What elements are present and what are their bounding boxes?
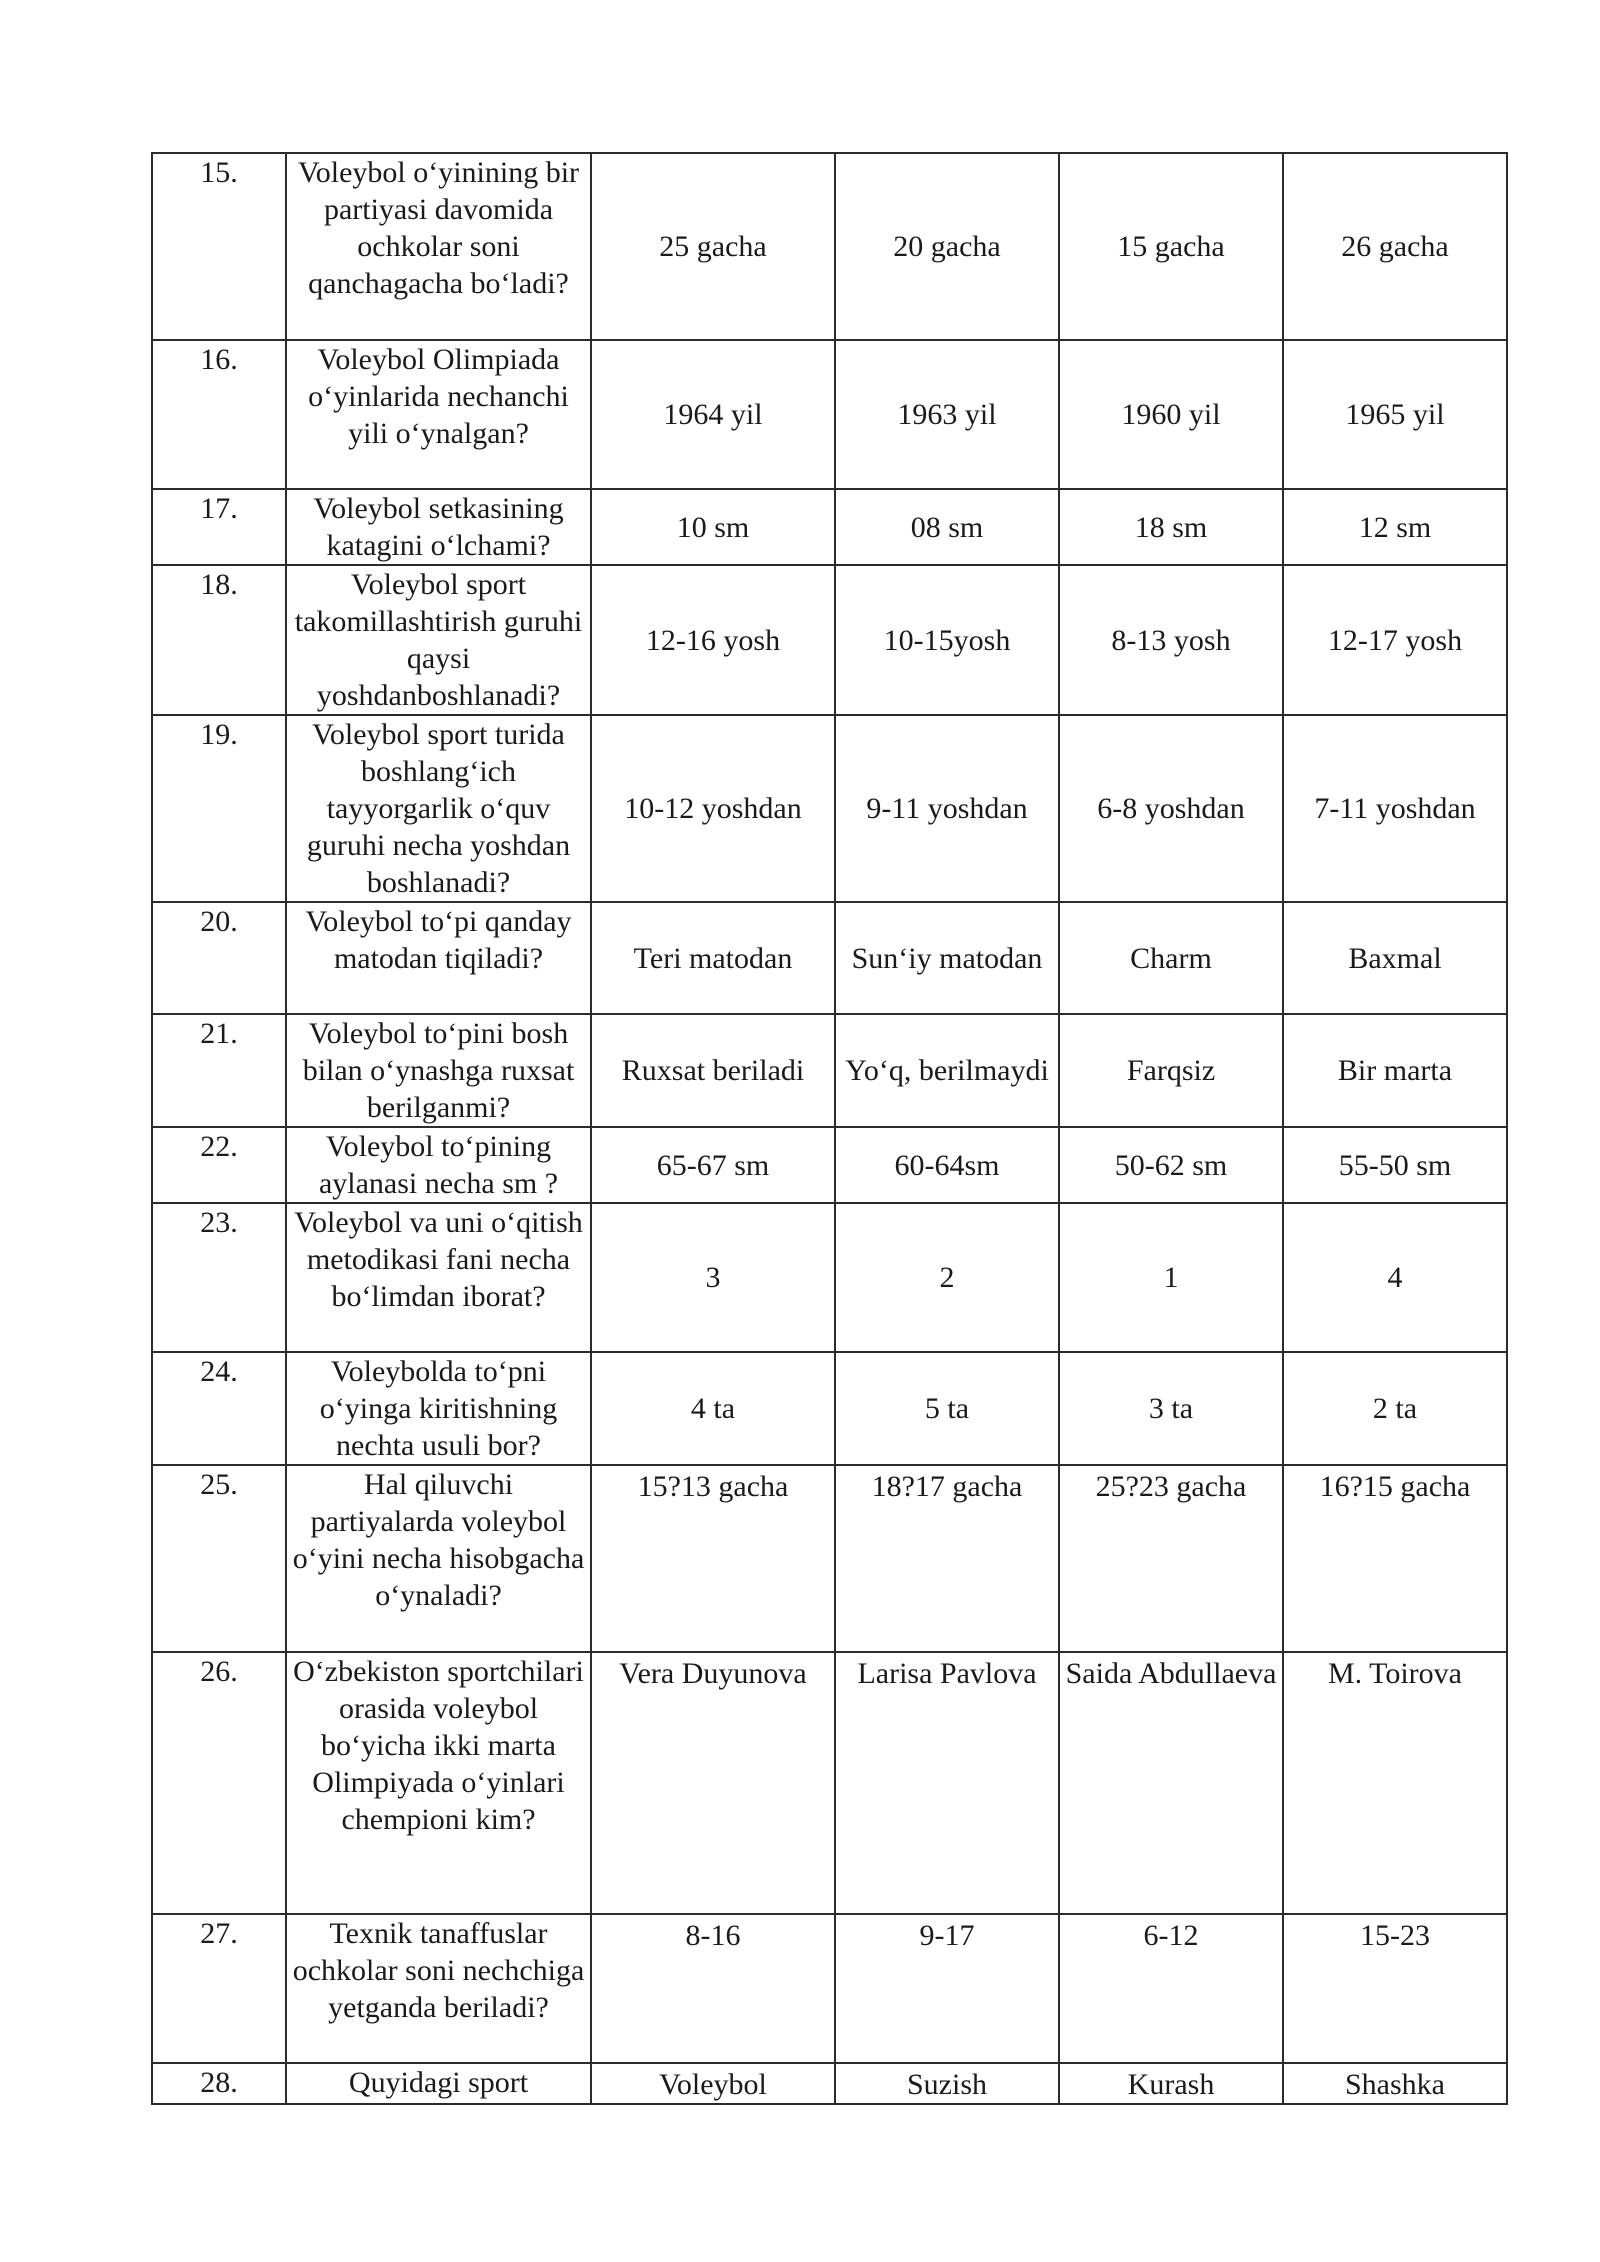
answer-option-4: 1965 yil [1283,340,1507,489]
answer-option-3: Kurash [1059,2063,1283,2104]
answer-option-3: 3 ta [1059,1352,1283,1465]
answer-option-2: Sun‘iy matodan [835,902,1059,1014]
question-text: Voleybolda to‘pni o‘yinga kiritishning nechta usuli bor? [286,1352,591,1465]
question-text: Voleybol o‘yinining bir partiyasi davomida ochkolar soni qanchagacha bo‘ladi? [286,153,591,340]
answer-option-2: 18?17 gacha [835,1465,1059,1652]
answer-option-4: 12 sm [1283,489,1507,565]
table-row [152,340,1507,489]
answer-option-1: 10 sm [591,489,835,565]
question-number: 25. [152,1465,286,1652]
question-number: 28. [152,2063,286,2104]
table-row [152,1914,1507,2063]
answer-option-2: 20 gacha [835,153,1059,340]
question-number: 22. [152,1127,286,1203]
answer-option-1: 8-16 [591,1914,835,2063]
question-text: Voleybol va uni o‘qitish metodikasi fani necha bo‘limdan iborat? [286,1203,591,1352]
quiz-table-body [152,153,1507,2104]
quiz-table [151,152,1508,2105]
answer-option-1: 10-12 yoshdan [591,715,835,902]
answer-option-3: 6-8 yoshdan [1059,715,1283,902]
answer-option-3: 18 sm [1059,489,1283,565]
question-text: Texnik tanaffuslar ochkolar soni nechchiga yetganda beriladi? [286,1914,591,2063]
table-row [152,715,1507,902]
question-text: Voleybol sport takomillashtirish guruhi qaysi yoshdanboshlanadi? [286,565,591,715]
table-row [152,2063,1507,2104]
question-text: Hal qiluvchi partiyalarda voleybol o‘yini necha hisobgacha o‘ynaladi? [286,1465,591,1652]
question-text: Voleybol to‘pi qanday matodan tiqiladi? [286,902,591,1014]
table-row [152,902,1507,1014]
table-row [152,489,1507,565]
answer-option-3: 15 gacha [1059,153,1283,340]
question-number: 20. [152,902,286,1014]
answer-option-1: Voleybol [591,2063,835,2104]
answer-option-3: 1960 yil [1059,340,1283,489]
answer-option-1: 15?13 gacha [591,1465,835,1652]
question-number: 18. [152,565,286,715]
answer-option-4: 16?15 gacha [1283,1465,1507,1652]
question-number: 17. [152,489,286,565]
answer-option-2: 2 [835,1203,1059,1352]
answer-option-2: 5 ta [835,1352,1059,1465]
answer-option-4: 15-23 [1283,1914,1507,2063]
answer-option-2: 10-15yosh [835,565,1059,715]
answer-option-2: 08 sm [835,489,1059,565]
answer-option-4: 4 [1283,1203,1507,1352]
table-row [152,1203,1507,1352]
answer-option-2: Yo‘q, berilmaydi [835,1014,1059,1127]
answer-option-2: 60-64sm [835,1127,1059,1203]
answer-option-1: 4 ta [591,1352,835,1465]
question-number: 27. [152,1914,286,2063]
answer-option-4: Bir marta [1283,1014,1507,1127]
answer-option-2: Larisa Pavlova [835,1652,1059,1914]
question-text: O‘zbekiston sportchilari orasida voleybol bo‘yicha ikki marta Olimpiyada o‘yinlari chempioni kim? [286,1652,591,1914]
answer-option-3: 25?23 gacha [1059,1465,1283,1652]
answer-option-4: Baxmal [1283,902,1507,1014]
answer-option-2: 9-11 yoshdan [835,715,1059,902]
answer-option-3: Charm [1059,902,1283,1014]
answer-option-1: Ruxsat beriladi [591,1014,835,1127]
answer-option-4: 55-50 sm [1283,1127,1507,1203]
answer-option-1: Teri matodan [591,902,835,1014]
question-number: 16. [152,340,286,489]
answer-option-3: Farqsiz [1059,1014,1283,1127]
answer-option-3: 1 [1059,1203,1283,1352]
answer-option-4: 12-17 yosh [1283,565,1507,715]
answer-option-4: 7-11 yoshdan [1283,715,1507,902]
question-number: 26. [152,1652,286,1914]
answer-option-3: 6-12 [1059,1914,1283,2063]
answer-option-1: 3 [591,1203,835,1352]
question-text: Voleybol setkasining katagini o‘lchami? [286,489,591,565]
answer-option-4: 2 ta [1283,1352,1507,1465]
answer-option-3: 8-13 yosh [1059,565,1283,715]
answer-option-1: 65-67 sm [591,1127,835,1203]
question-text: Voleybol Olimpiada o‘yinlarida nechanchi yili o‘ynalgan? [286,340,591,489]
question-text: Quyidagi sport [286,2063,591,2104]
answer-option-4: Shashka [1283,2063,1507,2104]
answer-option-2: 1963 yil [835,340,1059,489]
answer-option-3: Saida Abdullaeva [1059,1652,1283,1914]
table-row [152,1127,1507,1203]
answer-option-3: 50-62 sm [1059,1127,1283,1203]
question-number: 24. [152,1352,286,1465]
question-text: Voleybol sport turida boshlang‘ich tayyorgarlik o‘quv guruhi necha yoshdan boshlanadi? [286,715,591,902]
question-text: Voleybol to‘pining aylanasi necha sm ? [286,1127,591,1203]
answer-option-1: 12-16 yosh [591,565,835,715]
answer-option-4: M. Toirova [1283,1652,1507,1914]
question-text: Voleybol to‘pini bosh bilan o‘ynashga ruxsat berilganmi? [286,1014,591,1127]
answer-option-1: 25 gacha [591,153,835,340]
answer-option-2: 9-17 [835,1914,1059,2063]
question-number: 21. [152,1014,286,1127]
table-row [152,1352,1507,1465]
table-row [152,153,1507,340]
question-number: 15. [152,153,286,340]
question-number: 23. [152,1203,286,1352]
table-row [152,565,1507,715]
answer-option-1: Vera Duyunova [591,1652,835,1914]
answer-option-4: 26 gacha [1283,153,1507,340]
table-row [152,1652,1507,1914]
answer-option-2: Suzish [835,2063,1059,2104]
question-number: 19. [152,715,286,902]
table-row [152,1465,1507,1652]
answer-option-1: 1964 yil [591,340,835,489]
table-row [152,1014,1507,1127]
